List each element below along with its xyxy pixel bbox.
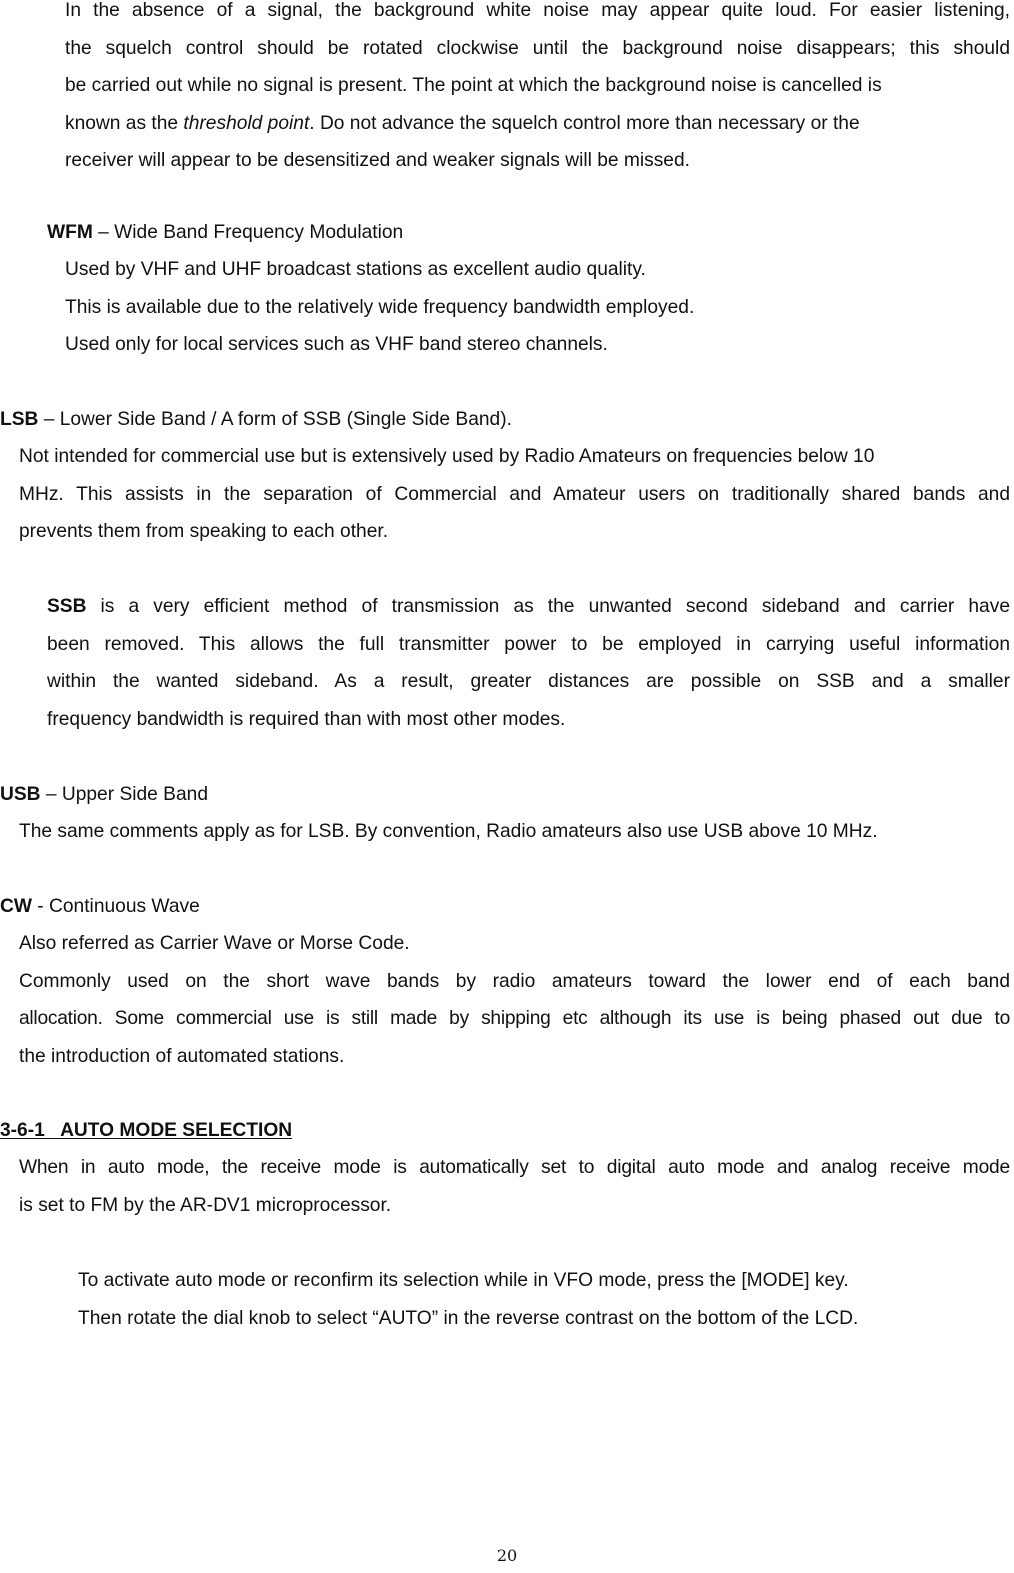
- threshold-point-term: threshold point: [183, 112, 310, 134]
- wfm-line-2: This is available due to the relatively wide frequency bandwidth employed.: [65, 296, 695, 318]
- wfm-description: [65, 251, 694, 364]
- page-number: 20: [496, 1546, 518, 1565]
- wfm-line-3: Used only for local services such as VHF band stereo channels.: [65, 334, 608, 355]
- lsb-line-3: prevents them from speaking to each other.: [19, 521, 389, 542]
- lsb-line-2: MHz. This assists in the separation of Commercial and Amateur users on traditionally shared bands and: [19, 483, 1010, 505]
- cw-line-2: Commonly used on the short wave bands by radio amateurs toward the lower end of each band: [19, 970, 1010, 992]
- squelch-paragraph: [65, 0, 1010, 180]
- auto-mode-heading-text: 3-6-1 AUTO MODE SELECTION: [0, 1120, 293, 1141]
- wfm-term: WFM: [47, 222, 93, 243]
- usb-term: USB: [0, 784, 41, 805]
- auto-mode-line-1: When in auto mode, the receive mode is automatically set to digital auto mode and analog receive mode: [19, 1157, 1010, 1178]
- cw-heading: [0, 888, 200, 926]
- squelch-line-1: In the absence of a signal, the background white noise may appear quite loud. For easier listening,: [65, 0, 1010, 21]
- cw-line-4: the introduction of automated stations.: [19, 1045, 345, 1067]
- cw-description: [19, 925, 1010, 1075]
- squelch-line-4: [65, 105, 1010, 143]
- lsb-definition: – Lower Side Band / A form of SSB (Single Side Band).: [38, 409, 512, 430]
- squelch-line-4-before: known as the: [65, 112, 184, 134]
- ssb-line-1: [47, 588, 1010, 626]
- ssb-line-3: within the wanted sideband. As a result, greater distances are possible on SSB and a smaller: [47, 671, 1010, 692]
- auto-mode-description: [19, 1149, 1010, 1224]
- cw-line-1: Also referred as Carrier Wave or Morse Code.: [19, 933, 410, 954]
- usb-definition: – Upper Side Band: [40, 784, 208, 805]
- auto-mode-heading: [0, 1112, 292, 1150]
- lsb-description: [19, 438, 1010, 551]
- cw-line-3: allocation. Some commercial use is still made by shipping etc although its use is being phased out due to: [19, 1008, 1010, 1029]
- ssb-term: SSB: [47, 596, 87, 617]
- auto-mode-instructions: [78, 1262, 858, 1337]
- lsb-term: LSB: [0, 409, 39, 430]
- auto-mode-instruction-2: Then rotate the dial knob to select “AUTO” in the reverse contrast on the bottom of the LCD.: [78, 1307, 859, 1329]
- lsb-heading: [0, 401, 512, 439]
- usb-line-1: The same comments apply as for LSB. By convention, Radio amateurs also use USB above 10 MHz.: [19, 821, 878, 842]
- usb-heading: [0, 776, 208, 814]
- usb-description: [19, 813, 878, 851]
- squelch-line-5: receiver will appear to be desensitized and weaker signals will be missed.: [65, 150, 690, 171]
- ssb-line-4: frequency bandwidth is required than with most other modes.: [47, 708, 566, 730]
- cw-definition: - Continuous Wave: [31, 896, 200, 917]
- ssb-line-2: been removed. This allows the full transmitter power to be employed in carrying useful information: [47, 633, 1010, 655]
- wfm-definition: – Wide Band Frequency Modulation: [92, 222, 404, 243]
- squelch-line-4-after: . Do not advance the squelch control more than necessary or the: [309, 112, 860, 134]
- auto-mode-line-2: is set to FM by the AR-DV1 microprocessor.: [19, 1194, 392, 1216]
- cw-term: CW: [0, 896, 32, 917]
- wfm-line-1: Used by VHF and UHF broadcast stations as excellent audio quality.: [65, 259, 646, 280]
- squelch-line-2: the squelch control should be rotated clockwise until the background noise disappears; this should: [65, 37, 1010, 59]
- ssb-paragraph: [47, 588, 1010, 738]
- ssb-line-1-rest: is a very efficient method of transmission as the unwanted second sideband and carrier have: [86, 596, 1010, 617]
- squelch-line-3: be carried out while no signal is present. The point at which the background noise is cancelled is: [65, 75, 882, 96]
- auto-mode-instruction-1: To activate auto mode or reconfirm its selection while in VFO mode, press the [MODE] key.: [78, 1270, 849, 1291]
- wfm-heading: [47, 214, 403, 252]
- lsb-line-1: Not intended for commercial use but is extensively used by Radio Amateurs on frequencies below 10: [19, 446, 875, 467]
